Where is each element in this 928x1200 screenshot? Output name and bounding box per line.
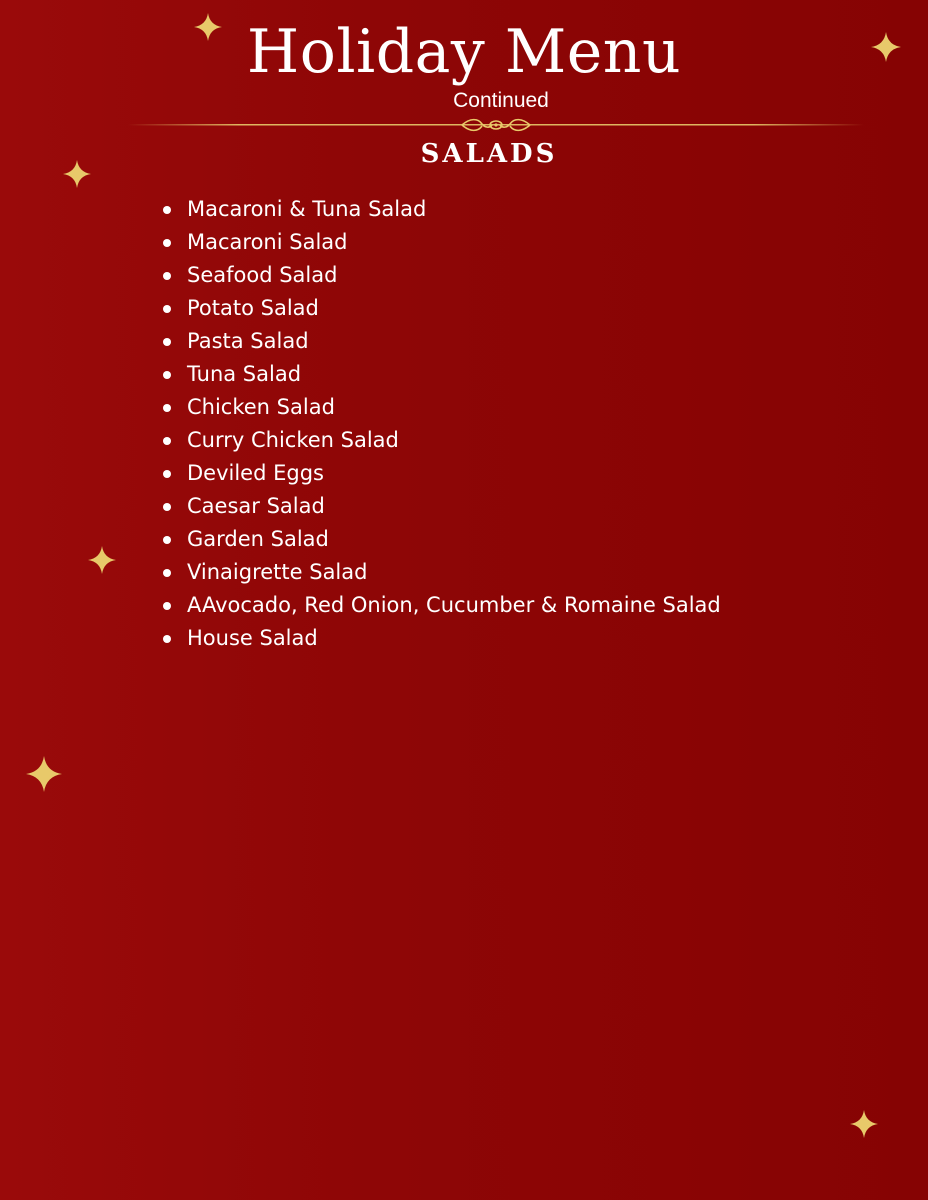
bullet-icon — [163, 635, 171, 643]
list-item — [158, 391, 721, 424]
sparkle-icon — [63, 160, 91, 188]
flourish-divider-icon — [128, 116, 864, 134]
bullet-icon — [163, 305, 171, 313]
bullet-icon — [163, 338, 171, 346]
list-item-label: Potato Salad — [187, 296, 319, 320]
list-item — [158, 193, 721, 226]
list-item — [158, 259, 721, 292]
list-item-label: Caesar Salad — [187, 494, 325, 518]
list-item — [158, 523, 721, 556]
list-item-label: House Salad — [187, 626, 318, 650]
bullet-icon — [163, 602, 171, 610]
list-item — [158, 325, 721, 358]
list-item-label: Garden Salad — [187, 527, 329, 551]
sparkle-icon — [26, 756, 62, 792]
list-item-label: Pasta Salad — [187, 329, 309, 353]
list-item — [158, 424, 721, 457]
section-title: SALADS — [420, 139, 558, 169]
list-item — [158, 589, 721, 622]
list-item-label: Chicken Salad — [187, 395, 335, 419]
list-item-label: Vinaigrette Salad — [187, 560, 368, 584]
list-item — [158, 490, 721, 523]
list-item-label: AAvocado, Red Onion, Cucumber & Romaine Salad — [187, 593, 721, 617]
list-item-label: Tuna Salad — [187, 362, 302, 386]
sparkle-icon — [194, 13, 222, 41]
bullet-icon — [163, 536, 171, 544]
salad-list — [158, 193, 721, 655]
list-item — [158, 556, 721, 589]
sparkle-icon — [850, 1110, 878, 1138]
list-item-label: Deviled Eggs — [187, 461, 324, 485]
bullet-icon — [163, 206, 171, 214]
list-item — [158, 358, 721, 391]
list-item — [158, 622, 721, 655]
bullet-icon — [163, 437, 171, 445]
bullet-icon — [163, 569, 171, 577]
bullet-icon — [163, 239, 171, 247]
page-subtitle: Continued — [453, 89, 549, 112]
bullet-icon — [163, 371, 171, 379]
list-item-label: Curry Chicken Salad — [187, 428, 399, 452]
list-item — [158, 226, 721, 259]
sparkle-icon — [88, 546, 116, 574]
bullet-icon — [163, 470, 171, 478]
bullet-icon — [163, 272, 171, 280]
list-item — [158, 292, 721, 325]
sparkle-icon — [871, 32, 901, 62]
list-item-label: Seafood Salad — [187, 263, 338, 287]
list-item — [158, 457, 721, 490]
page-title: Holiday Menu — [246, 17, 682, 87]
list-item-label: Macaroni & Tuna Salad — [187, 197, 427, 221]
bullet-icon — [163, 503, 171, 511]
list-item-label: Macaroni Salad — [187, 230, 348, 254]
bullet-icon — [163, 404, 171, 412]
